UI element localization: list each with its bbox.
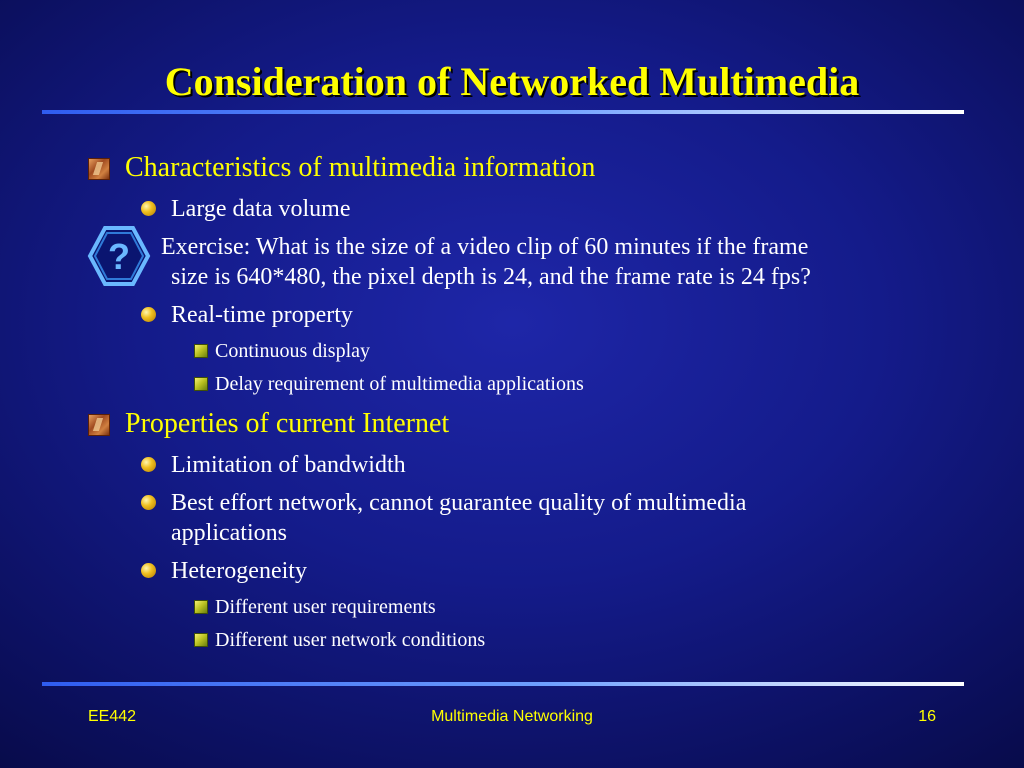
svg-text:?: ? bbox=[108, 236, 130, 277]
sphere-bullet-icon bbox=[141, 457, 156, 472]
section-heading-internet: Properties of current Internet bbox=[125, 408, 450, 439]
question-mark-icon bbox=[87, 225, 151, 287]
sphere-bullet-icon bbox=[141, 495, 156, 510]
subitem-continuous-display: Continuous display bbox=[215, 340, 371, 362]
subitem-delay-requirement: Delay requirement of multimedia applications bbox=[215, 373, 584, 395]
footer-divider bbox=[42, 682, 964, 686]
item-best-effort-line1: Best effort network, cannot guarantee quality of multimedia bbox=[171, 490, 747, 516]
subitem-user-requirements: Different user requirements bbox=[215, 596, 436, 618]
section-bullet-icon bbox=[88, 158, 110, 180]
footer-title: Multimedia Networking bbox=[431, 708, 593, 725]
section-heading-characteristics: Characteristics of multimedia information bbox=[125, 152, 596, 183]
item-large-data-volume: Large data volume bbox=[171, 196, 351, 222]
title-divider bbox=[42, 110, 964, 114]
exercise-text-line2: size is 640*480, the pixel depth is 24, and the frame rate is 24 fps? bbox=[171, 264, 811, 290]
exercise-text-line1: Exercise: What is the size of a video clip of 60 minutes if the frame bbox=[161, 234, 809, 260]
sphere-bullet-icon bbox=[141, 201, 156, 216]
square-bullet-icon bbox=[194, 633, 208, 647]
square-bullet-icon bbox=[194, 344, 208, 358]
square-bullet-icon bbox=[194, 377, 208, 391]
square-bullet-icon bbox=[194, 600, 208, 614]
footer-page-number: 16 bbox=[918, 708, 936, 725]
item-heterogeneity: Heterogeneity bbox=[171, 558, 307, 584]
item-real-time-property: Real-time property bbox=[171, 302, 353, 328]
sphere-bullet-icon bbox=[141, 307, 156, 322]
item-limitation-bandwidth: Limitation of bandwidth bbox=[171, 452, 406, 478]
slide-title: Consideration of Networked Multimedia bbox=[164, 59, 860, 104]
item-best-effort-line2: applications bbox=[171, 520, 287, 546]
subitem-network-conditions: Different user network conditions bbox=[215, 629, 486, 651]
footer-course: EE442 bbox=[88, 708, 137, 725]
section-bullet-icon bbox=[88, 414, 110, 436]
sphere-bullet-icon bbox=[141, 563, 156, 578]
